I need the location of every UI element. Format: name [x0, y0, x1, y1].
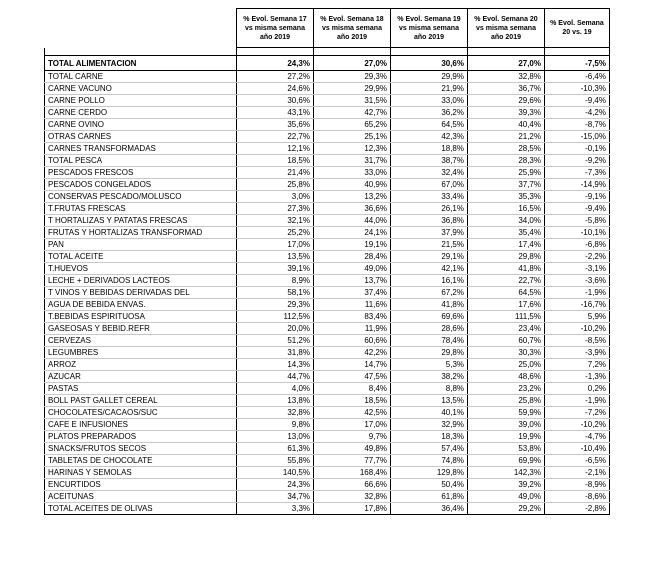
- value-week-17: 22,7%: [237, 131, 314, 143]
- table-row: [45, 143, 610, 155]
- value-week-17: 140,5%: [237, 467, 314, 479]
- value-week-17: 29,3%: [237, 299, 314, 311]
- value-week-18: 66,6%: [314, 479, 391, 491]
- table-row: [45, 167, 610, 179]
- value-week-19: 78,4%: [391, 335, 468, 347]
- value-week-19: 29,9%: [391, 71, 468, 83]
- value-week-20-vs-19: -2,1%: [545, 467, 610, 479]
- value-week-19: 21,5%: [391, 239, 468, 251]
- value-week-19: 36,2%: [391, 107, 468, 119]
- value-week-19: 42,3%: [391, 131, 468, 143]
- value-week-20-vs-19: -9,4%: [545, 95, 610, 107]
- value-week-17: 51,2%: [237, 335, 314, 347]
- value-week-18: 24,1%: [314, 227, 391, 239]
- header-week-20-vs-19: % Evol. Semana 20 vs. 19: [545, 9, 610, 48]
- value-week-18: 31,5%: [314, 95, 391, 107]
- value-week-18: 17,8%: [314, 503, 391, 515]
- row-label: CHOCOLATES/CACAOS/SUC: [45, 407, 237, 419]
- value-week-20-vs-19: -3,1%: [545, 263, 610, 275]
- value-week-20: 28,5%: [468, 143, 545, 155]
- value-week-17: 3,3%: [237, 503, 314, 515]
- value-week-17: 24,3%: [237, 56, 314, 71]
- spacer-cell: [45, 48, 237, 56]
- header-week-18: % Evol. Semana 18 vs misma semana año 2019: [314, 9, 391, 48]
- value-week-20-vs-19: -6,5%: [545, 455, 610, 467]
- table-row: [45, 431, 610, 443]
- value-week-20: 23,2%: [468, 383, 545, 395]
- value-week-20-vs-19: -8,5%: [545, 335, 610, 347]
- row-label: CARNE POLLO: [45, 95, 237, 107]
- value-week-17: 17,0%: [237, 239, 314, 251]
- table-row: [45, 491, 610, 503]
- table-row: [45, 467, 610, 479]
- value-week-17: 24,3%: [237, 479, 314, 491]
- value-week-18: 49,8%: [314, 443, 391, 455]
- value-week-17: 20,0%: [237, 323, 314, 335]
- value-week-19: 38,7%: [391, 155, 468, 167]
- value-week-18: 14,7%: [314, 359, 391, 371]
- value-week-19: 26,1%: [391, 203, 468, 215]
- row-label: FRUTAS Y HORTALIZAS TRANSFORMAD: [45, 227, 237, 239]
- table-row: [45, 455, 610, 467]
- value-week-17: 13,0%: [237, 431, 314, 443]
- row-label: PAN: [45, 239, 237, 251]
- value-week-20: 39,0%: [468, 419, 545, 431]
- row-label: PESCADOS FRESCOS: [45, 167, 237, 179]
- row-label: CARNE VACUNO: [45, 83, 237, 95]
- row-label: TOTAL ACEITES DE OLIVAS: [45, 503, 237, 515]
- value-week-18: 25,1%: [314, 131, 391, 143]
- value-week-20-vs-19: -10,4%: [545, 443, 610, 455]
- value-week-18: 42,2%: [314, 347, 391, 359]
- value-week-20-vs-19: -10,3%: [545, 83, 610, 95]
- value-week-17: 21,4%: [237, 167, 314, 179]
- row-label: PASTAS: [45, 383, 237, 395]
- table-row: [45, 251, 610, 263]
- value-week-20-vs-19: -1,9%: [545, 287, 610, 299]
- table-row: [45, 395, 610, 407]
- value-week-18: 8,4%: [314, 383, 391, 395]
- value-week-19: 64,5%: [391, 119, 468, 131]
- value-week-17: 13,5%: [237, 251, 314, 263]
- row-label: T.FRUTAS FRESCAS: [45, 203, 237, 215]
- row-label: LEGUMBRES: [45, 347, 237, 359]
- value-week-20-vs-19: -10,1%: [545, 227, 610, 239]
- row-label: TOTAL ALIMENTACION: [45, 56, 237, 71]
- value-week-20-vs-19: -16,7%: [545, 299, 610, 311]
- value-week-20-vs-19: 0,2%: [545, 383, 610, 395]
- value-week-19: 37,9%: [391, 227, 468, 239]
- value-week-17: 18,5%: [237, 155, 314, 167]
- value-week-20: 69,9%: [468, 455, 545, 467]
- table-row: [45, 95, 610, 107]
- spacer-cell: [545, 48, 610, 56]
- value-week-18: 36,6%: [314, 203, 391, 215]
- table-row: [45, 155, 610, 167]
- value-week-20: 19,9%: [468, 431, 545, 443]
- table-row: [45, 83, 610, 95]
- row-label: PLATOS PREPARADOS: [45, 431, 237, 443]
- row-label: CAFE E INFUSIONES: [45, 419, 237, 431]
- value-week-20-vs-19: -6,4%: [545, 71, 610, 83]
- value-week-19: 36,4%: [391, 503, 468, 515]
- value-week-20: 64,5%: [468, 287, 545, 299]
- value-week-19: 28,6%: [391, 323, 468, 335]
- value-week-18: 31,7%: [314, 155, 391, 167]
- value-week-18: 13,7%: [314, 275, 391, 287]
- value-week-20: 17,6%: [468, 299, 545, 311]
- value-week-20: 142,3%: [468, 467, 545, 479]
- value-week-20-vs-19: -10,2%: [545, 419, 610, 431]
- row-label: OTRAS CARNES: [45, 131, 237, 143]
- table-row: [45, 299, 610, 311]
- value-week-17: 58,1%: [237, 287, 314, 299]
- value-week-20-vs-19: 5,9%: [545, 311, 610, 323]
- value-week-20-vs-19: -5,8%: [545, 215, 610, 227]
- value-week-20: 32,8%: [468, 71, 545, 83]
- value-week-20: 49,0%: [468, 491, 545, 503]
- value-week-17: 12,1%: [237, 143, 314, 155]
- row-label: ARROZ: [45, 359, 237, 371]
- value-week-19: 33,4%: [391, 191, 468, 203]
- row-label: CARNE OVINO: [45, 119, 237, 131]
- table-row: [45, 371, 610, 383]
- row-label: TOTAL ACEITE: [45, 251, 237, 263]
- row-label: LECHE + DERIVADOS LACTEOS: [45, 275, 237, 287]
- spacer-cell: [468, 48, 545, 56]
- table-row: [45, 359, 610, 371]
- value-week-19: 67,2%: [391, 287, 468, 299]
- table-row: [45, 179, 610, 191]
- value-week-19: 13,5%: [391, 395, 468, 407]
- table-row: [45, 215, 610, 227]
- row-label: SNACKS/FRUTOS SECOS: [45, 443, 237, 455]
- value-week-17: 27,3%: [237, 203, 314, 215]
- value-week-20: 37,7%: [468, 179, 545, 191]
- row-label: T VINOS Y BEBIDAS DERIVADAS DEL: [45, 287, 237, 299]
- value-week-20: 36,7%: [468, 83, 545, 95]
- row-label: ENCURTIDOS: [45, 479, 237, 491]
- value-week-18: 32,8%: [314, 491, 391, 503]
- value-week-20-vs-19: -1,9%: [545, 395, 610, 407]
- value-week-20: 34,0%: [468, 215, 545, 227]
- value-week-18: 27,0%: [314, 56, 391, 71]
- value-week-17: 13,8%: [237, 395, 314, 407]
- value-week-18: 37,4%: [314, 287, 391, 299]
- value-week-18: 44,0%: [314, 215, 391, 227]
- spacer-cell: [391, 48, 468, 56]
- value-week-20-vs-19: -14,9%: [545, 179, 610, 191]
- value-week-20-vs-19: -9,2%: [545, 155, 610, 167]
- value-week-19: 40,1%: [391, 407, 468, 419]
- value-week-19: 61,8%: [391, 491, 468, 503]
- value-week-18: 40,9%: [314, 179, 391, 191]
- table-row: [45, 323, 610, 335]
- row-label: AZUCAR: [45, 371, 237, 383]
- spacer-row: [45, 48, 610, 56]
- value-week-18: 9,7%: [314, 431, 391, 443]
- value-week-18: 83,4%: [314, 311, 391, 323]
- table-row: [45, 383, 610, 395]
- table-row: [45, 263, 610, 275]
- value-week-19: 50,4%: [391, 479, 468, 491]
- value-week-20-vs-19: -4,2%: [545, 107, 610, 119]
- table-row: [45, 191, 610, 203]
- value-week-20: 35,4%: [468, 227, 545, 239]
- value-week-18: 29,3%: [314, 71, 391, 83]
- value-week-20-vs-19: -3,6%: [545, 275, 610, 287]
- value-week-20-vs-19: -3,9%: [545, 347, 610, 359]
- value-week-18: 13,2%: [314, 191, 391, 203]
- row-label: PESCADOS CONGELADOS: [45, 179, 237, 191]
- value-week-18: 19,1%: [314, 239, 391, 251]
- value-week-17: 27,2%: [237, 71, 314, 83]
- value-week-17: 3,0%: [237, 191, 314, 203]
- value-week-19: 32,9%: [391, 419, 468, 431]
- value-week-20-vs-19: -8,7%: [545, 119, 610, 131]
- value-week-19: 18,3%: [391, 431, 468, 443]
- value-week-20-vs-19: -9,1%: [545, 191, 610, 203]
- row-label: TOTAL CARNE: [45, 71, 237, 83]
- row-label: CERVEZAS: [45, 335, 237, 347]
- header-blank: [45, 9, 237, 48]
- value-week-18: 29,9%: [314, 83, 391, 95]
- header-week-20: % Evol. Semana 20 vs misma semana año 2019: [468, 9, 545, 48]
- value-week-18: 18,5%: [314, 395, 391, 407]
- value-week-18: 28,4%: [314, 251, 391, 263]
- value-week-20-vs-19: -2,8%: [545, 503, 610, 515]
- value-week-17: 61,3%: [237, 443, 314, 455]
- value-week-20: 25,9%: [468, 167, 545, 179]
- value-week-20: 30,3%: [468, 347, 545, 359]
- value-week-19: 38,2%: [391, 371, 468, 383]
- value-week-19: 129,8%: [391, 467, 468, 479]
- value-week-20-vs-19: -7,2%: [545, 407, 610, 419]
- total-alimentacion-row: [45, 56, 610, 71]
- value-week-19: 69,6%: [391, 311, 468, 323]
- value-week-19: 5,3%: [391, 359, 468, 371]
- header-week-19: % Evol. Semana 19 vs misma semana año 2019: [391, 9, 468, 48]
- table-row: [45, 131, 610, 143]
- value-week-20: 29,8%: [468, 251, 545, 263]
- spacer-cell: [314, 48, 391, 56]
- table-row: [45, 203, 610, 215]
- row-label: T.HUEVOS: [45, 263, 237, 275]
- value-week-17: 44,7%: [237, 371, 314, 383]
- value-week-20: 40,4%: [468, 119, 545, 131]
- value-week-18: 49,0%: [314, 263, 391, 275]
- value-week-20-vs-19: -7,3%: [545, 167, 610, 179]
- table-row: [45, 443, 610, 455]
- value-week-17: 24,6%: [237, 83, 314, 95]
- value-week-17: 4,0%: [237, 383, 314, 395]
- value-week-18: 11,9%: [314, 323, 391, 335]
- value-week-18: 42,5%: [314, 407, 391, 419]
- table-row: [45, 479, 610, 491]
- value-week-19: 29,8%: [391, 347, 468, 359]
- value-week-17: 32,8%: [237, 407, 314, 419]
- value-week-19: 32,4%: [391, 167, 468, 179]
- value-week-20-vs-19: -0,1%: [545, 143, 610, 155]
- row-label: TABLETAS DE CHOCOLATE: [45, 455, 237, 467]
- value-week-17: 112,5%: [237, 311, 314, 323]
- value-week-18: 65,2%: [314, 119, 391, 131]
- value-week-20: 25,0%: [468, 359, 545, 371]
- table-row: [45, 335, 610, 347]
- row-label: TOTAL PESCA: [45, 155, 237, 167]
- value-week-19: 21,9%: [391, 83, 468, 95]
- value-week-17: 25,2%: [237, 227, 314, 239]
- value-week-19: 16,1%: [391, 275, 468, 287]
- table-row: [45, 407, 610, 419]
- value-week-20: 48,6%: [468, 371, 545, 383]
- value-week-19: 36,8%: [391, 215, 468, 227]
- value-week-19: 8,8%: [391, 383, 468, 395]
- row-label: CARNE CERDO: [45, 107, 237, 119]
- header-week-17: % Evol. Semana 17 vs misma semana año 2019: [237, 9, 314, 48]
- value-week-17: 8,9%: [237, 275, 314, 287]
- table-row: [45, 311, 610, 323]
- value-week-20-vs-19: -4,7%: [545, 431, 610, 443]
- value-week-19: 33,0%: [391, 95, 468, 107]
- value-week-19: 74,8%: [391, 455, 468, 467]
- value-week-20-vs-19: -7,5%: [545, 56, 610, 71]
- value-week-17: 14,3%: [237, 359, 314, 371]
- evolution-table: [44, 8, 610, 515]
- row-label: BOLL PAST GALLET CEREAL: [45, 395, 237, 407]
- value-week-19: 67,0%: [391, 179, 468, 191]
- table-row: [45, 227, 610, 239]
- value-week-19: 18,8%: [391, 143, 468, 155]
- value-week-19: 41,8%: [391, 299, 468, 311]
- value-week-18: 168,4%: [314, 467, 391, 479]
- value-week-18: 77,7%: [314, 455, 391, 467]
- value-week-17: 30,6%: [237, 95, 314, 107]
- value-week-20: 16,5%: [468, 203, 545, 215]
- value-week-19: 29,1%: [391, 251, 468, 263]
- value-week-19: 30,6%: [391, 56, 468, 71]
- row-label: ACEITUNAS: [45, 491, 237, 503]
- value-week-20: 60,7%: [468, 335, 545, 347]
- value-week-20-vs-19: -2,2%: [545, 251, 610, 263]
- value-week-17: 35,6%: [237, 119, 314, 131]
- value-week-18: 42,7%: [314, 107, 391, 119]
- value-week-20: 29,6%: [468, 95, 545, 107]
- value-week-20: 27,0%: [468, 56, 545, 71]
- row-label: AGUA DE BEBIDA ENVAS.: [45, 299, 237, 311]
- value-week-18: 11,6%: [314, 299, 391, 311]
- value-week-17: 39,1%: [237, 263, 314, 275]
- table-row: [45, 275, 610, 287]
- table-row: [45, 419, 610, 431]
- value-week-18: 60,6%: [314, 335, 391, 347]
- table-row: [45, 119, 610, 131]
- value-week-20-vs-19: -9,4%: [545, 203, 610, 215]
- value-week-18: 47,5%: [314, 371, 391, 383]
- value-week-20: 28,3%: [468, 155, 545, 167]
- value-week-19: 57,4%: [391, 443, 468, 455]
- value-week-18: 12,3%: [314, 143, 391, 155]
- header-row: [45, 9, 610, 48]
- value-week-20-vs-19: -8,6%: [545, 491, 610, 503]
- value-week-20: 21,2%: [468, 131, 545, 143]
- row-label: GASEOSAS Y BEBID.REFR: [45, 323, 237, 335]
- table-row: [45, 503, 610, 515]
- table-row: [45, 71, 610, 83]
- value-week-20-vs-19: -1,3%: [545, 371, 610, 383]
- row-label: T.BEBIDAS ESPIRITUOSA: [45, 311, 237, 323]
- value-week-20: 29,2%: [468, 503, 545, 515]
- value-week-20-vs-19: -15,0%: [545, 131, 610, 143]
- value-week-20: 35,3%: [468, 191, 545, 203]
- row-label: CARNES TRANSFORMADAS: [45, 143, 237, 155]
- value-week-20-vs-19: 7,2%: [545, 359, 610, 371]
- value-week-20-vs-19: -6,8%: [545, 239, 610, 251]
- row-label: T HORTALIZAS Y PATATAS FRESCAS: [45, 215, 237, 227]
- value-week-20: 39,3%: [468, 107, 545, 119]
- value-week-17: 25,8%: [237, 179, 314, 191]
- value-week-17: 9,8%: [237, 419, 314, 431]
- value-week-17: 43,1%: [237, 107, 314, 119]
- value-week-17: 34,7%: [237, 491, 314, 503]
- value-week-20: 39,2%: [468, 479, 545, 491]
- table-row: [45, 347, 610, 359]
- spacer-cell: [237, 48, 314, 56]
- value-week-20: 17,4%: [468, 239, 545, 251]
- value-week-20: 22,7%: [468, 275, 545, 287]
- value-week-20: 59,9%: [468, 407, 545, 419]
- value-week-18: 33,0%: [314, 167, 391, 179]
- value-week-19: 42,1%: [391, 263, 468, 275]
- value-week-17: 31,8%: [237, 347, 314, 359]
- value-week-20: 23,4%: [468, 323, 545, 335]
- row-label: HARINAS Y SEMOLAS: [45, 467, 237, 479]
- table-row: [45, 239, 610, 251]
- value-week-20: 25,8%: [468, 395, 545, 407]
- row-label: CONSERVAS PESCADO/MOLUSCO: [45, 191, 237, 203]
- table-row: [45, 107, 610, 119]
- table-row: [45, 287, 610, 299]
- value-week-18: 17,0%: [314, 419, 391, 431]
- value-week-20: 111,5%: [468, 311, 545, 323]
- value-week-20-vs-19: -10,2%: [545, 323, 610, 335]
- value-week-20: 53,8%: [468, 443, 545, 455]
- value-week-20-vs-19: -8,9%: [545, 479, 610, 491]
- value-week-20: 41,8%: [468, 263, 545, 275]
- value-week-17: 55,8%: [237, 455, 314, 467]
- value-week-17: 32,1%: [237, 215, 314, 227]
